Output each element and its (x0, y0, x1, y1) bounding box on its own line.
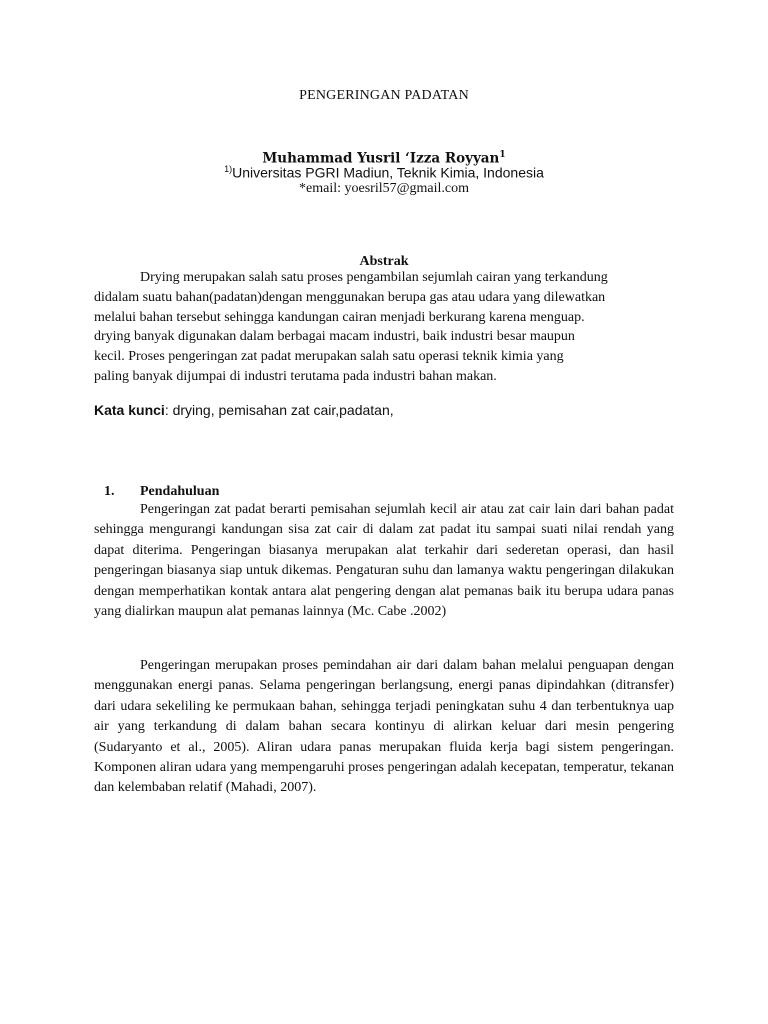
abstract-line: melalui bahan tersebut sehingga kandungan cairan menjadi berkurang karena menguap. (94, 309, 585, 325)
paper-title: PENGERINGAN PADATAN (299, 88, 469, 103)
keywords-line (94, 402, 394, 418)
author-email: *email: yoesril57@gmail.com (299, 181, 469, 196)
section-number: 1. (104, 484, 115, 499)
abstract-line: kecil. Proses pengeringan zat padat merupakan salah satu operasi teknik kimia yang (94, 349, 564, 365)
keywords-text: : drying, pemisahan zat cair,padatan, (164, 402, 394, 418)
section-title: Pendahuluan (140, 484, 220, 499)
abstract-heading: Abstrak (359, 254, 409, 269)
abstract-line: paling banyak dijumpai di industri terutama pada industri bahan makan. (94, 368, 497, 384)
body-paragraph-1: Pengeringan zat padat berarti pemisahan sejumlah kecil air atau zat cair lain dari bahan padat sehingga mengurangi kandungan sisa zat cair di dalam zat padat itu sampai suati nilai rendah yang dapat diterima. Pengeringan biasanya merupakan alat terkahir dari sederetan operasi, dan hasil pengeringan biasanya siap untuk dikemas. Pengaturan suhu dan lamanya waktu pengeringan dilakukan dengan memperhatikan kontak antara alat pengering dengan alat pemanas baik itu berupa udara panas yang dialirkan maupun alat pemanas lainnya (Mc. Cabe .2002) (94, 502, 674, 620)
abstract-line: didalam suatu bahan(padatan)dengan menggunakan berupa gas atau udara yang dilewatkan (94, 289, 606, 305)
affiliation-superscript: 1) (224, 164, 233, 174)
abstract-line: drying banyak digunakan dalam berbagai macam industri, baik industri besar maupun (94, 329, 575, 345)
affiliation-text: Universitas PGRI Madiun, Teknik Kimia, Indonesia (232, 164, 544, 181)
affiliation-line (0, 164, 768, 181)
author-superscript: 1 (499, 150, 506, 160)
abstract-line: Drying merupakan salah satu proses pengambilan sejumlah cairan yang terkandung (140, 270, 608, 285)
author-name: Muhammad Yusril ‘Izza Royyan (262, 150, 500, 167)
abstract-body (94, 268, 694, 387)
keywords-label: Kata kunci (94, 402, 165, 418)
body-paragraph-2: Pengeringan merupakan proses pemindahan air dari dalam bahan melalui penguapan dengan menggunakan energi panas. Selama pengeringan berlangsung, energi panas dipindahkan (ditransfer) dari udara sekeliling ke permukaan bahan, sehingga terjadi peningkatan suhu 4 dan terbentuknya uap air yang terkandung di dalam bahan secara kontinyu di alirkan keluar dari mesin pengering (Sudaryanto et al., 2005). Aliran udara panas merupakan fluida kerja bagi sistem pengeringan. Komponen aliran udara yang mempengaruhi proses pengeringan adalah kecepatan, temperatur, tekanan dan kelembaban relatif (Mahadi, 2007). (94, 658, 674, 796)
